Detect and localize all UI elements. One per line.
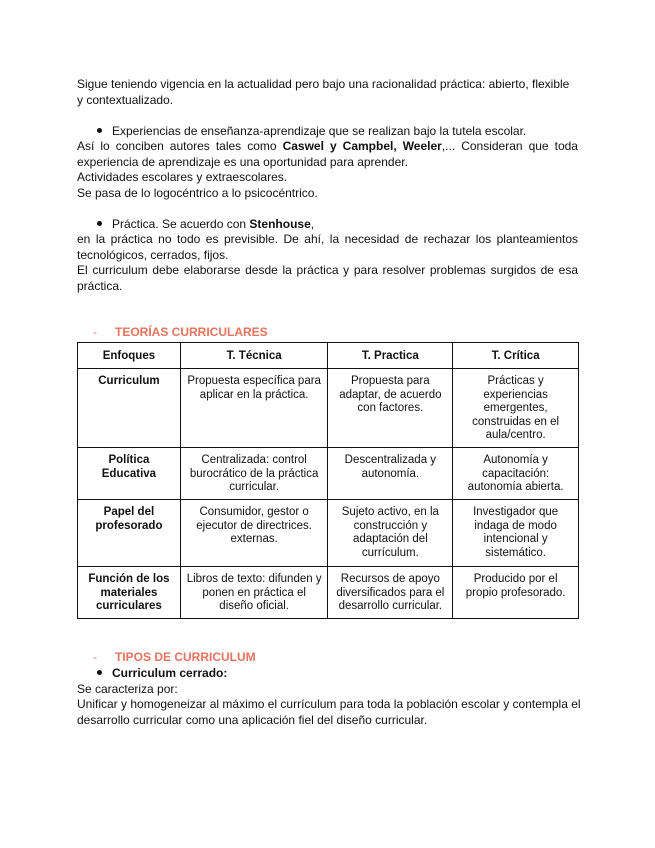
dash-marker: - (93, 650, 97, 664)
stenhouse-bold: Stenhouse (249, 217, 311, 231)
header-cell: T. Crítica (453, 343, 579, 369)
paragraph-caracteriza: Se caracteriza por: (77, 682, 178, 696)
table-cell: Autonomía y capacitación: autonomía abierta. (453, 448, 579, 500)
table-cell: Producido por el propio profesorado. (453, 567, 579, 619)
section-heading-teorias (93, 325, 268, 339)
paragraph-curriculum-practica: El curriculum debe elaborarse desde la práctica y para resolver problemas surgidos de esa práctica. (77, 263, 578, 293)
text: ,... Consideran que toda experiencia de aprendizaje es una oportunidad para aprender. (77, 139, 578, 169)
bullet-practica (97, 217, 314, 233)
theories-table (77, 342, 579, 619)
paragraph-previsible: en la práctica no todo es previsible. De ahí, la necesidad de rechazar los planteamientos tecnológicos, cerrados, fijos. (77, 232, 578, 262)
table-cell: Prácticas y experiencias emergentes, construidas en el aula/centro. (453, 369, 579, 448)
paragraph-actividades: Actividades escolares y extraescolares. (77, 170, 288, 184)
table-cell: Investigador que indaga de modo intencional y sistemático. (453, 500, 579, 567)
table-cell: Descentralizada y autonomía. (328, 448, 453, 500)
header-cell: Enfoques (78, 343, 181, 369)
bullet-text: Experiencias de enseñanza-aprendizaje que se realizan bajo la tutela escolar. (112, 124, 527, 138)
row-header: Curriculum (78, 369, 181, 448)
paragraph-vigencia: Sigue teniendo vigencia en la actualidad pero bajo una racionalidad práctica: abierto, flexible y contextualizado. (77, 77, 570, 107)
table-header-row (78, 343, 579, 369)
text: Práctica. Se acuerdo con (112, 217, 250, 231)
table-cell: Propuesta para adaptar, de acuerdo con factores. (328, 369, 453, 448)
header-cell: T. Técnica (180, 343, 328, 369)
table-cell: Consumidor, gestor o ejecutor de directrices. externas. (180, 500, 328, 567)
table-cell: Sujeto activo, en la construcción y adaptación del currículum. (328, 500, 453, 567)
bullet-curriculum-cerrado (97, 666, 227, 682)
table-cell: Centralizada: control burocrático de la práctica curricular. (180, 448, 328, 500)
table-row (78, 567, 579, 619)
heading-text: TIPOS DE CURRICULUM (115, 650, 256, 664)
row-header: Papel del profesorado (78, 500, 181, 567)
heading-text: TEORÍAS CURRICULARES (115, 325, 268, 339)
table-cell: Recursos de apoyo diversificados para el desarrollo curricular. (328, 567, 453, 619)
table-cell: Libros de texto: difunden y ponen en práctica el diseño oficial. (180, 567, 328, 619)
table-row (78, 500, 579, 567)
authors-bold: Caswel y Campbel, Weeler (282, 139, 442, 153)
bullet-text: Curriculum cerrado: (112, 666, 228, 680)
table-row (78, 369, 579, 448)
table-cell: Propuesta específica para aplicar en la práctica. (180, 369, 328, 448)
bullet-icon (97, 221, 102, 226)
text: Así lo conciben autores tales como (77, 139, 283, 153)
paragraph-logocentrico: Se pasa de lo logocéntrico a lo psicocéntrico. (77, 186, 318, 200)
table-row (78, 448, 579, 500)
text: , (310, 217, 315, 231)
row-header: Función de los materiales curriculares (78, 567, 181, 619)
row-header: Política Educativa (78, 448, 181, 500)
paragraph-autores (77, 139, 578, 170)
bullet-icon (97, 670, 102, 675)
header-cell: T. Practica (328, 343, 453, 369)
bullet-experiencias (97, 124, 526, 140)
dash-marker: - (93, 325, 97, 339)
section-heading-tipos (93, 650, 256, 664)
paragraph-unificar: Unificar y homogeneizar al máximo el currículum para toda la población escolar y contempla el desarrollo curricular como una aplicación fiel del diseño curricular. (77, 697, 581, 727)
bullet-icon (97, 128, 102, 133)
